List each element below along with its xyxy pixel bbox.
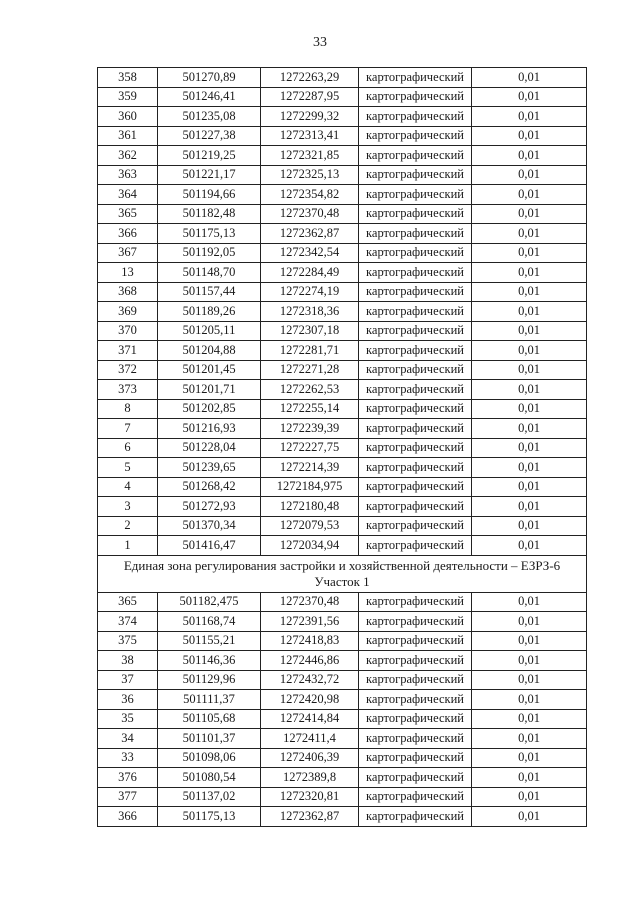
x-coordinate-cell: 501201,45 <box>158 360 261 380</box>
point-number-cell: 373 <box>98 380 158 400</box>
method-cell: картографический <box>359 243 472 263</box>
method-cell: картографический <box>359 302 472 322</box>
table-row <box>98 146 587 166</box>
y-coordinate-cell: 1272034,94 <box>261 536 359 556</box>
point-number-cell: 36 <box>98 690 158 710</box>
table-row <box>98 690 587 710</box>
x-coordinate-cell: 501111,37 <box>158 690 261 710</box>
table-row <box>98 477 587 497</box>
table-row <box>98 497 587 517</box>
point-number-cell: 5 <box>98 458 158 478</box>
x-coordinate-cell: 501101,37 <box>158 729 261 749</box>
table-row <box>98 419 587 439</box>
point-number-cell: 362 <box>98 146 158 166</box>
method-cell: картографический <box>359 516 472 536</box>
point-number-cell: 374 <box>98 612 158 632</box>
y-coordinate-cell: 1272321,85 <box>261 146 359 166</box>
point-number-cell: 2 <box>98 516 158 536</box>
method-cell: картографический <box>359 631 472 651</box>
method-cell: картографический <box>359 690 472 710</box>
x-coordinate-cell: 501105,68 <box>158 709 261 729</box>
y-coordinate-cell: 1272362,87 <box>261 807 359 827</box>
table-row <box>98 360 587 380</box>
x-coordinate-cell: 501219,25 <box>158 146 261 166</box>
y-coordinate-cell: 1272284,49 <box>261 263 359 283</box>
point-number-cell: 372 <box>98 360 158 380</box>
accuracy-cell: 0,01 <box>472 438 587 458</box>
accuracy-cell: 0,01 <box>472 612 587 632</box>
point-number-cell: 369 <box>98 302 158 322</box>
x-coordinate-cell: 501228,04 <box>158 438 261 458</box>
point-number-cell: 3 <box>98 497 158 517</box>
accuracy-cell: 0,01 <box>472 341 587 361</box>
accuracy-cell: 0,01 <box>472 748 587 768</box>
accuracy-cell: 0,01 <box>472 146 587 166</box>
accuracy-cell: 0,01 <box>472 185 587 205</box>
method-cell: картографический <box>359 68 472 88</box>
x-coordinate-cell: 501182,475 <box>158 592 261 612</box>
point-number-cell: 361 <box>98 126 158 146</box>
x-coordinate-cell: 501182,48 <box>158 204 261 224</box>
x-coordinate-cell: 501416,47 <box>158 536 261 556</box>
method-cell: картографический <box>359 399 472 419</box>
x-coordinate-cell: 501270,89 <box>158 68 261 88</box>
x-coordinate-cell: 501272,93 <box>158 497 261 517</box>
x-coordinate-cell: 501239,65 <box>158 458 261 478</box>
y-coordinate-cell: 1272370,48 <box>261 592 359 612</box>
section-title: Единая зона регулирования застройки и хозяйственной деятельности – ЕЗРЗ-6 <box>123 557 561 573</box>
table-row <box>98 321 587 341</box>
table-row <box>98 341 587 361</box>
accuracy-cell: 0,01 <box>472 477 587 497</box>
method-cell: картографический <box>359 282 472 302</box>
y-coordinate-cell: 1272307,18 <box>261 321 359 341</box>
table-row <box>98 536 587 556</box>
point-number-cell: 364 <box>98 185 158 205</box>
y-coordinate-cell: 1272389,8 <box>261 768 359 788</box>
x-coordinate-cell: 501175,13 <box>158 224 261 244</box>
table-row <box>98 807 587 827</box>
accuracy-cell: 0,01 <box>472 516 587 536</box>
accuracy-cell: 0,01 <box>472 419 587 439</box>
x-coordinate-cell: 501192,05 <box>158 243 261 263</box>
method-cell: картографический <box>359 360 472 380</box>
y-coordinate-cell: 1272313,41 <box>261 126 359 146</box>
table-row <box>98 592 587 612</box>
y-coordinate-cell: 1272318,36 <box>261 302 359 322</box>
accuracy-cell: 0,01 <box>472 321 587 341</box>
y-coordinate-cell: 1272299,32 <box>261 107 359 127</box>
point-number-cell: 366 <box>98 807 158 827</box>
point-number-cell: 37 <box>98 670 158 690</box>
method-cell: картографический <box>359 185 472 205</box>
y-coordinate-cell: 1272406,39 <box>261 748 359 768</box>
section-cell <box>98 555 587 592</box>
accuracy-cell: 0,01 <box>472 631 587 651</box>
y-coordinate-cell: 1272342,54 <box>261 243 359 263</box>
y-coordinate-cell: 1272418,83 <box>261 631 359 651</box>
x-coordinate-cell: 501146,36 <box>158 651 261 671</box>
method-cell: картографический <box>359 438 472 458</box>
method-cell: картографический <box>359 748 472 768</box>
y-coordinate-cell: 1272287,95 <box>261 87 359 107</box>
y-coordinate-cell: 1272362,87 <box>261 224 359 244</box>
method-cell: картографический <box>359 729 472 749</box>
x-coordinate-cell: 501370,34 <box>158 516 261 536</box>
table-row <box>98 302 587 322</box>
y-coordinate-cell: 1272320,81 <box>261 787 359 807</box>
table-row <box>98 399 587 419</box>
table-row <box>98 263 587 283</box>
point-number-cell: 34 <box>98 729 158 749</box>
y-coordinate-cell: 1272239,39 <box>261 419 359 439</box>
method-cell: картографический <box>359 204 472 224</box>
accuracy-cell: 0,01 <box>472 302 587 322</box>
point-number-cell: 359 <box>98 87 158 107</box>
accuracy-cell: 0,01 <box>472 126 587 146</box>
accuracy-cell: 0,01 <box>472 263 587 283</box>
table-row <box>98 204 587 224</box>
accuracy-cell: 0,01 <box>472 497 587 517</box>
page-number: 33 <box>313 35 327 50</box>
table-row <box>98 516 587 536</box>
table-row <box>98 612 587 632</box>
table-row <box>98 768 587 788</box>
table-row <box>98 126 587 146</box>
y-coordinate-cell: 1272281,71 <box>261 341 359 361</box>
point-number-cell: 363 <box>98 165 158 185</box>
table-row <box>98 380 587 400</box>
table-row <box>98 458 587 478</box>
accuracy-cell: 0,01 <box>472 690 587 710</box>
accuracy-cell: 0,01 <box>472 204 587 224</box>
accuracy-cell: 0,01 <box>472 768 587 788</box>
table-row <box>98 87 587 107</box>
point-number-cell: 368 <box>98 282 158 302</box>
y-coordinate-cell: 1272354,82 <box>261 185 359 205</box>
section-row <box>98 555 587 592</box>
x-coordinate-cell: 501201,71 <box>158 380 261 400</box>
method-cell: картографический <box>359 419 472 439</box>
y-coordinate-cell: 1272184,975 <box>261 477 359 497</box>
coordinates-table <box>97 67 587 827</box>
x-coordinate-cell: 501168,74 <box>158 612 261 632</box>
table-row <box>98 748 587 768</box>
method-cell: картографический <box>359 165 472 185</box>
point-number-cell: 33 <box>98 748 158 768</box>
point-number-cell: 370 <box>98 321 158 341</box>
x-coordinate-cell: 501175,13 <box>158 807 261 827</box>
accuracy-cell: 0,01 <box>472 87 587 107</box>
accuracy-cell: 0,01 <box>472 536 587 556</box>
y-coordinate-cell: 1272271,28 <box>261 360 359 380</box>
y-coordinate-cell: 1272214,39 <box>261 458 359 478</box>
table-row <box>98 243 587 263</box>
accuracy-cell: 0,01 <box>472 399 587 419</box>
table-body-part2 <box>98 592 587 826</box>
x-coordinate-cell: 501246,41 <box>158 87 261 107</box>
section-header <box>98 555 587 592</box>
accuracy-cell: 0,01 <box>472 282 587 302</box>
method-cell: картографический <box>359 146 472 166</box>
method-cell: картографический <box>359 87 472 107</box>
x-coordinate-cell: 501157,44 <box>158 282 261 302</box>
point-number-cell: 13 <box>98 263 158 283</box>
method-cell: картографический <box>359 458 472 478</box>
x-coordinate-cell: 501202,85 <box>158 399 261 419</box>
method-cell: картографический <box>359 807 472 827</box>
method-cell: картографический <box>359 536 472 556</box>
table-row <box>98 165 587 185</box>
x-coordinate-cell: 501129,96 <box>158 670 261 690</box>
accuracy-cell: 0,01 <box>472 243 587 263</box>
accuracy-cell: 0,01 <box>472 729 587 749</box>
point-number-cell: 1 <box>98 536 158 556</box>
table-row <box>98 787 587 807</box>
table-row <box>98 631 587 651</box>
method-cell: картографический <box>359 651 472 671</box>
point-number-cell: 35 <box>98 709 158 729</box>
method-cell: картографический <box>359 497 472 517</box>
method-cell: картографический <box>359 787 472 807</box>
method-cell: картографический <box>359 612 472 632</box>
accuracy-cell: 0,01 <box>472 165 587 185</box>
table-body-part1 <box>98 68 587 556</box>
y-coordinate-cell: 1272414,84 <box>261 709 359 729</box>
accuracy-cell: 0,01 <box>472 107 587 127</box>
y-coordinate-cell: 1272227,75 <box>261 438 359 458</box>
method-cell: картографический <box>359 477 472 497</box>
accuracy-cell: 0,01 <box>472 458 587 478</box>
x-coordinate-cell: 501221,17 <box>158 165 261 185</box>
method-cell: картографический <box>359 592 472 612</box>
x-coordinate-cell: 501204,88 <box>158 341 261 361</box>
method-cell: картографический <box>359 341 472 361</box>
point-number-cell: 365 <box>98 592 158 612</box>
table-row <box>98 107 587 127</box>
point-number-cell: 38 <box>98 651 158 671</box>
x-coordinate-cell: 501194,66 <box>158 185 261 205</box>
point-number-cell: 367 <box>98 243 158 263</box>
method-cell: картографический <box>359 709 472 729</box>
accuracy-cell: 0,01 <box>472 68 587 88</box>
y-coordinate-cell: 1272180,48 <box>261 497 359 517</box>
x-coordinate-cell: 501235,08 <box>158 107 261 127</box>
method-cell: картографический <box>359 126 472 146</box>
method-cell: картографический <box>359 224 472 244</box>
method-cell: картографический <box>359 670 472 690</box>
point-number-cell: 375 <box>98 631 158 651</box>
y-coordinate-cell: 1272411,4 <box>261 729 359 749</box>
y-coordinate-cell: 1272420,98 <box>261 690 359 710</box>
table-row <box>98 185 587 205</box>
point-number-cell: 7 <box>98 419 158 439</box>
point-number-cell: 358 <box>98 68 158 88</box>
x-coordinate-cell: 501148,70 <box>158 263 261 283</box>
table-row <box>98 438 587 458</box>
x-coordinate-cell: 501137,02 <box>158 787 261 807</box>
method-cell: картографический <box>359 321 472 341</box>
x-coordinate-cell: 501205,11 <box>158 321 261 341</box>
method-cell: картографический <box>359 263 472 283</box>
y-coordinate-cell: 1272263,29 <box>261 68 359 88</box>
accuracy-cell: 0,01 <box>472 360 587 380</box>
table-row <box>98 709 587 729</box>
point-number-cell: 376 <box>98 768 158 788</box>
x-coordinate-cell: 501155,21 <box>158 631 261 651</box>
x-coordinate-cell: 501098,06 <box>158 748 261 768</box>
x-coordinate-cell: 501080,54 <box>158 768 261 788</box>
point-number-cell: 365 <box>98 204 158 224</box>
accuracy-cell: 0,01 <box>472 592 587 612</box>
table-row <box>98 670 587 690</box>
y-coordinate-cell: 1272432,72 <box>261 670 359 690</box>
y-coordinate-cell: 1272446,86 <box>261 651 359 671</box>
y-coordinate-cell: 1272391,56 <box>261 612 359 632</box>
table-row <box>98 282 587 302</box>
y-coordinate-cell: 1272370,48 <box>261 204 359 224</box>
y-coordinate-cell: 1272262,53 <box>261 380 359 400</box>
method-cell: картографический <box>359 768 472 788</box>
x-coordinate-cell: 501189,26 <box>158 302 261 322</box>
point-number-cell: 360 <box>98 107 158 127</box>
table-row <box>98 224 587 244</box>
accuracy-cell: 0,01 <box>472 670 587 690</box>
x-coordinate-cell: 501227,38 <box>158 126 261 146</box>
table-row <box>98 651 587 671</box>
table-row <box>98 729 587 749</box>
y-coordinate-cell: 1272325,13 <box>261 165 359 185</box>
y-coordinate-cell: 1272274,19 <box>261 282 359 302</box>
y-coordinate-cell: 1272079,53 <box>261 516 359 536</box>
point-number-cell: 377 <box>98 787 158 807</box>
section-subtitle: Участок 1 <box>314 573 370 589</box>
accuracy-cell: 0,01 <box>472 651 587 671</box>
point-number-cell: 366 <box>98 224 158 244</box>
accuracy-cell: 0,01 <box>472 807 587 827</box>
table-row <box>98 68 587 88</box>
x-coordinate-cell: 501268,42 <box>158 477 261 497</box>
accuracy-cell: 0,01 <box>472 224 587 244</box>
method-cell: картографический <box>359 380 472 400</box>
point-number-cell: 6 <box>98 438 158 458</box>
x-coordinate-cell: 501216,93 <box>158 419 261 439</box>
point-number-cell: 371 <box>98 341 158 361</box>
accuracy-cell: 0,01 <box>472 380 587 400</box>
y-coordinate-cell: 1272255,14 <box>261 399 359 419</box>
point-number-cell: 8 <box>98 399 158 419</box>
accuracy-cell: 0,01 <box>472 709 587 729</box>
accuracy-cell: 0,01 <box>472 787 587 807</box>
method-cell: картографический <box>359 107 472 127</box>
point-number-cell: 4 <box>98 477 158 497</box>
